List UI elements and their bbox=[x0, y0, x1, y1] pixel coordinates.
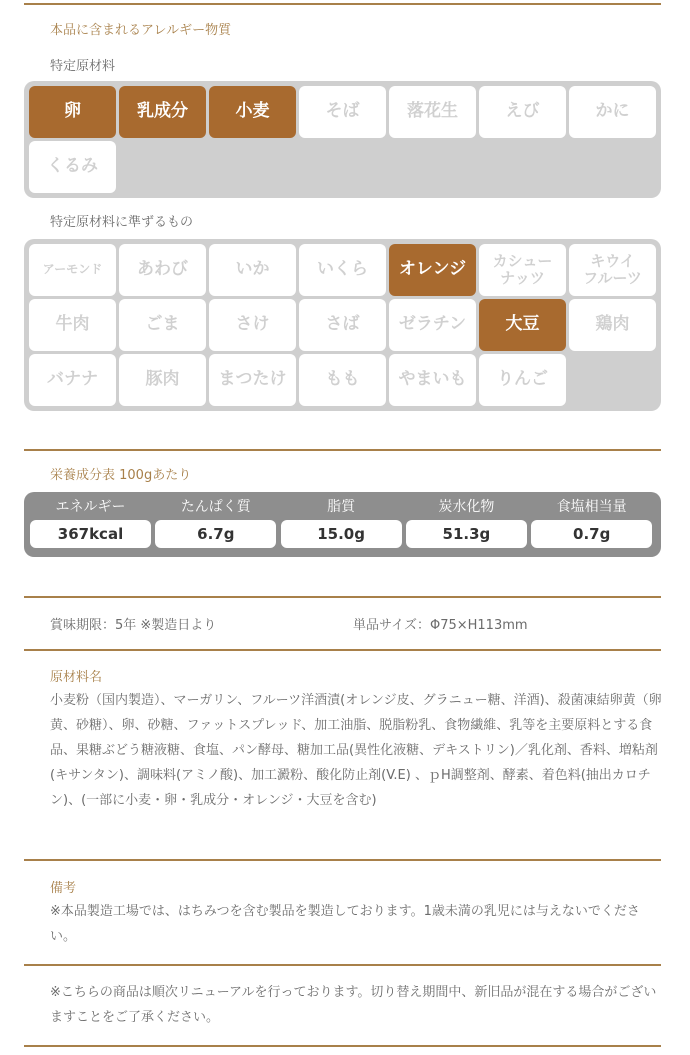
nutrition-column bbox=[30, 492, 151, 548]
allergen-cell: オレンジ bbox=[389, 244, 476, 296]
allergen-cell: 大豆 bbox=[479, 299, 566, 351]
nutrition-value: 15.0g bbox=[281, 520, 402, 548]
allergen-cell: いか bbox=[209, 244, 296, 296]
nutrition-value: 6.7g bbox=[155, 520, 276, 548]
allergen-cell: えび bbox=[479, 86, 566, 138]
allergen-cell: いくら bbox=[299, 244, 386, 296]
allergen-cell: 豚肉 bbox=[119, 354, 206, 406]
nutrition-value: 0.7g bbox=[531, 520, 652, 548]
shelf-life: 賞味期限：5年 ※製造日より bbox=[50, 618, 217, 633]
specific-allergen-grid bbox=[29, 86, 656, 193]
nutrition-name: たんぱく質 bbox=[180, 499, 251, 515]
bottom-rule bbox=[24, 1045, 661, 1047]
nutrition-column bbox=[155, 492, 276, 548]
allergen-cell: 乳成分 bbox=[119, 86, 206, 138]
allergen-cell: キウイ フルーツ bbox=[569, 244, 656, 296]
divider-ingredients bbox=[24, 649, 661, 651]
renewal-text: ※こちらの商品は順次リニューアルを行っております。切り替え期間中、新旧品が混在する場合がございますことをご了承ください。 bbox=[50, 985, 657, 1025]
specific-label: 特定原材料 bbox=[50, 59, 116, 74]
allergen-cell: 鶏肉 bbox=[569, 299, 656, 351]
ingredients-heading: 原材料名 bbox=[50, 670, 103, 685]
allergen-cell: ゼラチン bbox=[389, 299, 476, 351]
nutrition-heading: 栄養成分表 100gあたり bbox=[50, 468, 192, 483]
allergen-cell: くるみ bbox=[29, 141, 116, 193]
allergen-cell: そば bbox=[299, 86, 386, 138]
allergen-cell: もも bbox=[299, 354, 386, 406]
allergen-cell: バナナ bbox=[29, 354, 116, 406]
allergen-cell: りんご bbox=[479, 354, 566, 406]
allergen-cell: 落花生 bbox=[389, 86, 476, 138]
top-rule bbox=[24, 3, 661, 5]
allergen-cell: カシュー ナッツ bbox=[479, 244, 566, 296]
nutrition-column bbox=[406, 492, 527, 548]
nutrition-name: 炭水化物 bbox=[438, 499, 495, 515]
product-size: 単品サイズ：Φ75×H113mm bbox=[353, 618, 528, 633]
equiv-label: 特定原材料に準ずるもの bbox=[50, 215, 194, 230]
nutrition-column bbox=[531, 492, 652, 548]
allergen-cell: やまいも bbox=[389, 354, 476, 406]
allergen-cell: 小麦 bbox=[209, 86, 296, 138]
allergen-cell: ごま bbox=[119, 299, 206, 351]
specific-allergen-panel bbox=[24, 81, 661, 198]
equiv-allergen-panel bbox=[24, 239, 661, 411]
divider-notes bbox=[24, 859, 661, 861]
divider-nutrition bbox=[24, 449, 661, 451]
allergen-cell: あわび bbox=[119, 244, 206, 296]
nutrition-value: 367kcal bbox=[30, 520, 151, 548]
nutrition-name: 食塩相当量 bbox=[556, 499, 627, 515]
allergen-heading: 本品に含まれるアレルギー物質 bbox=[50, 23, 232, 38]
nutrition-table bbox=[24, 492, 661, 557]
ingredients-text: 小麦粉（国内製造）、マーガリン、フルーツ洋酒漬(オレンジ皮、グラニュー糖、洋酒)、殺菌凍結卵黄（卵黄、砂糖）、卵、砂糖、ファットスプレッド、加工油脂、脱脂粉乳、食物繊維、乳等を主要原料とする食品、果糖ぶどう糖液糖、食塩、パン酵母、糖加工品(異性化液糖、デキストリン)／乳化剤、香料、増粘剤(キサンタン)、調味料(アミノ酸)、加工澱粉、酸化防止剤(V.E) 、ｐH調整剤、酵素、着色料(抽出カロチン)、(一部に小麦・卵・乳成分・オレンジ・大豆を含む) bbox=[50, 693, 662, 808]
nutrition-name: 脂質 bbox=[327, 499, 356, 515]
divider-info bbox=[24, 596, 661, 598]
allergen-cell: まつたけ bbox=[209, 354, 296, 406]
allergen-cell: アーモンド bbox=[29, 244, 116, 296]
nutrition-column bbox=[281, 492, 402, 548]
equiv-allergen-grid bbox=[29, 244, 656, 406]
allergen-cell: さけ bbox=[209, 299, 296, 351]
allergen-cell: かに bbox=[569, 86, 656, 138]
nutrition-value: 51.3g bbox=[406, 520, 527, 548]
divider-renewal bbox=[24, 964, 661, 966]
allergen-cell: 牛肉 bbox=[29, 299, 116, 351]
allergen-cell: さば bbox=[299, 299, 386, 351]
notes-text: ※本品製造工場では、はちみつを含む製品を製造しております。1歳未満の乳児には与えないでください。 bbox=[50, 904, 640, 944]
nutrition-name: エネルギー bbox=[55, 499, 126, 515]
allergen-cell: 卵 bbox=[29, 86, 116, 138]
notes-heading: 備考 bbox=[50, 881, 77, 896]
